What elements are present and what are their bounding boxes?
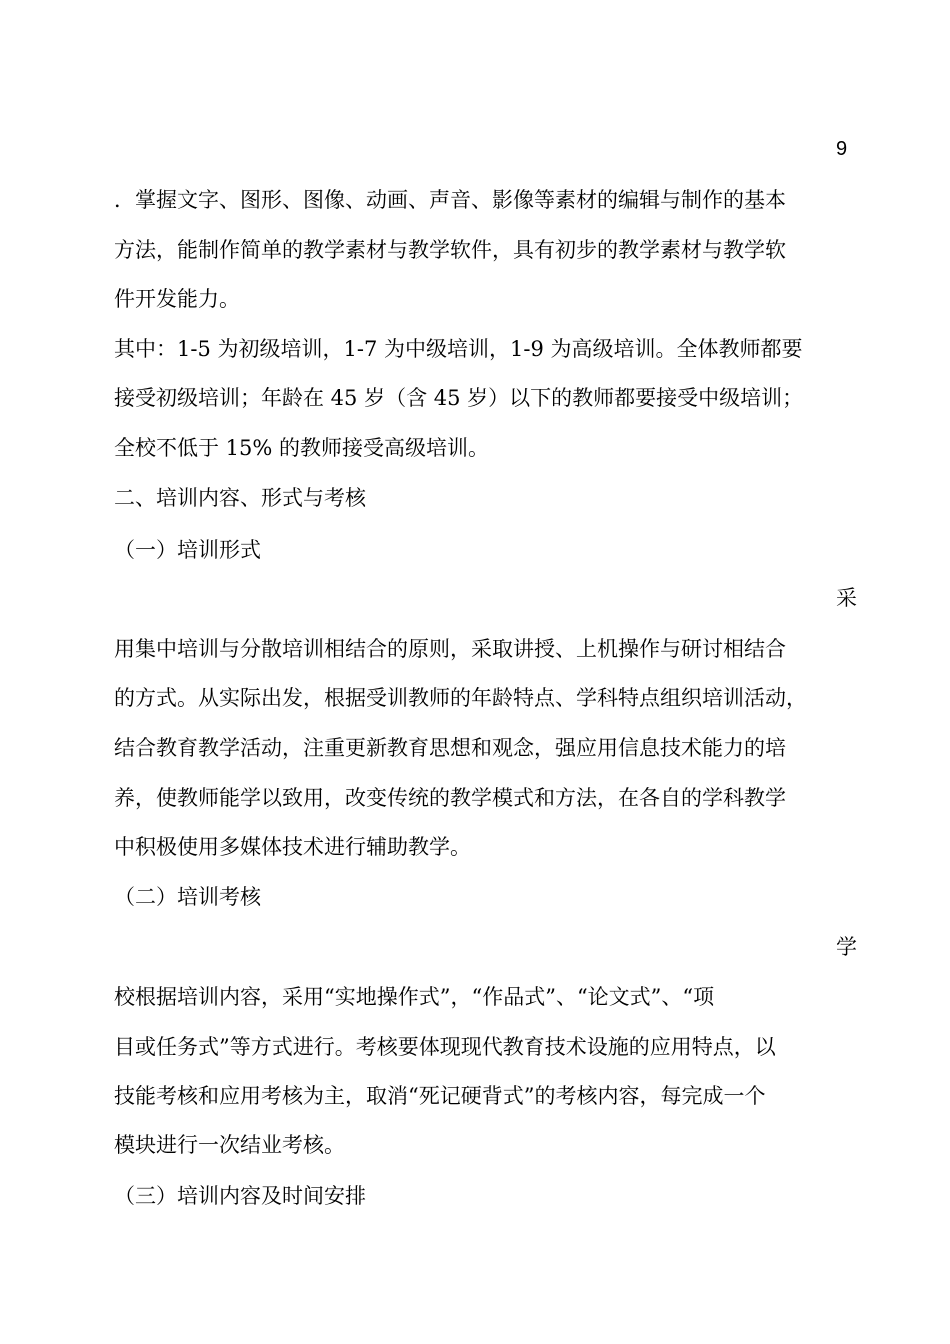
text-line: 接受初级培训；年龄在 45 岁（含 45 岁）以下的教师都要接受中级培训； xyxy=(114,386,804,410)
text-line: 方法，能制作简单的教学素材与教学软件，具有初步的教学素材与教学软 xyxy=(114,238,786,262)
text-line: 全校不低于 15% 的教师接受高级培训。 xyxy=(114,436,490,460)
subsection-heading: （三）培训内容及时间安排 xyxy=(114,1184,366,1208)
subsection-heading: （二）培训考核 xyxy=(114,885,261,909)
page-number: 9 xyxy=(836,138,848,160)
text-line: 用集中培训与分散培训相结合的原则，采取讲授、上机操作与研讨相结合 xyxy=(114,637,786,661)
text-line-fragment: 学 xyxy=(836,935,857,959)
subsection-heading: （一）培训形式 xyxy=(114,538,261,562)
text-line: 目或任务式”等方式进行。考核要体现现代教育技术设施的应用特点，以 xyxy=(114,1035,776,1059)
text-line-fragment: 采 xyxy=(836,586,857,610)
text-line: 中积极使用多媒体技术进行辅助教学。 xyxy=(114,835,471,859)
text-line: 校根据培训内容，采用“实地操作式”，“作品式”、“论文式”、“项 xyxy=(114,985,715,1009)
text-line: 技能考核和应用考核为主，取消“死记硬背式”的考核内容，每完成一个 xyxy=(114,1084,766,1108)
section-heading: 二、培训内容、形式与考核 xyxy=(114,486,366,510)
text-line: 件开发能力。 xyxy=(114,287,240,311)
text-line: 结合教育教学活动，注重更新教育思想和观念，强应用信息技术能力的培 xyxy=(114,736,786,760)
text-line: 其中：1-5 为初级培训，1-7 为中级培训，1-9 为高级培训。全体教师都要 xyxy=(114,337,803,361)
text-line: 的方式。从实际出发，根据受训教师的年龄特点、学科特点组织培训活动， xyxy=(114,686,807,710)
text-line: ．掌握文字、图形、图像、动画、声音、影像等素材的编辑与制作的基本 xyxy=(114,188,786,212)
text-line: 养，使教师能学以致用，改变传统的教学模式和方法，在各自的学科教学 xyxy=(114,786,786,810)
text-line: 模块进行一次结业考核。 xyxy=(114,1133,345,1157)
